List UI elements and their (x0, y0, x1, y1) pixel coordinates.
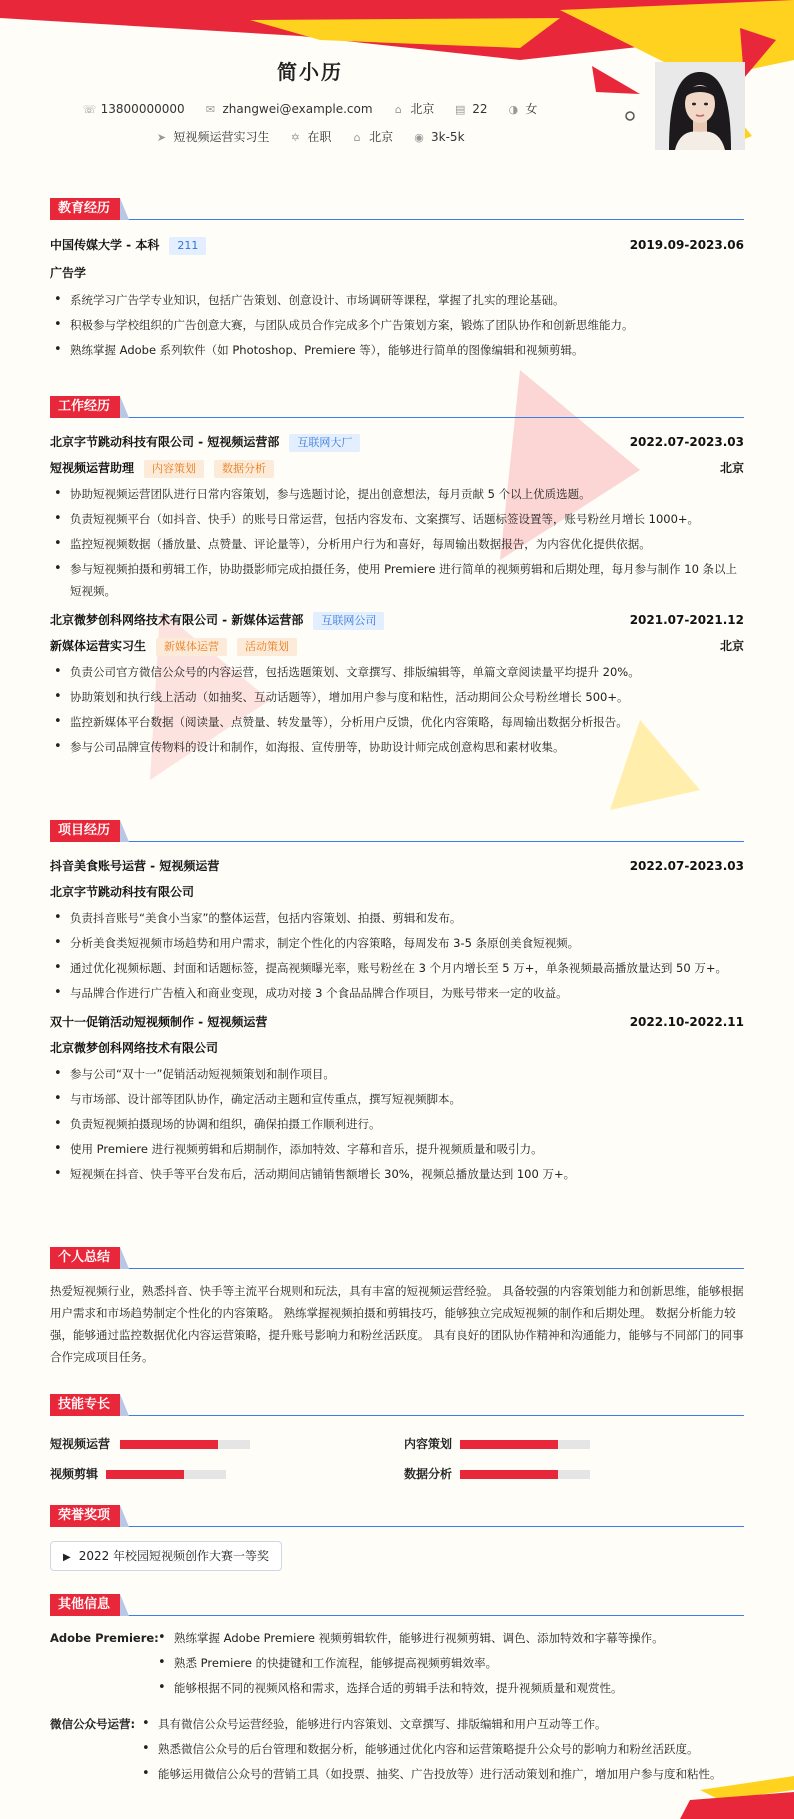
projects-header (50, 820, 744, 842)
project-entry (50, 856, 744, 1004)
list-item: • 能够运用微信公众号的营销工具（如投票、抽奖、广告投放等）进行活动策划和推广，增加用户参与度和粘性。 (138, 1763, 744, 1785)
target-position-item: ➤ 短视频运营实习生 (156, 130, 270, 144)
list-item: • 分析美食类短视频市场趋势和用户需求，制定个性化的内容策略，每周发布 3-5 条原创美食短视频。 (50, 932, 744, 954)
skill-bar-fill (120, 1440, 218, 1449)
job-company-row (50, 610, 744, 630)
education-date: 2019.09-2023.06 (629, 238, 744, 252)
list-item: • 系统学习广告学专业知识，包括广告策划、创意设计、市场调研等课程，掌握了扎实的理论基础。 (50, 289, 744, 311)
project-company-row (50, 1038, 744, 1058)
role-tag: 新媒体运营 (156, 638, 227, 656)
skill-bar (460, 1440, 590, 1449)
send-icon: ➤ (156, 131, 167, 144)
skill-item (50, 1465, 98, 1482)
job-entry (50, 432, 744, 602)
work-header (50, 396, 744, 418)
skill-name: 数据分析 (404, 1467, 453, 1481)
job-bullets (50, 661, 744, 758)
summary-header (50, 1247, 744, 1269)
skill-name: 视频剪辑 (50, 1467, 99, 1481)
other-group-bullets (138, 1713, 744, 1788)
list-item: • 参与公司“双十一”促销活动短视频策划和制作项目。 (50, 1063, 744, 1085)
other-group (50, 1713, 744, 1813)
list-item: • 负责短视频平台（如抖音、快手）的账号日常运营，包括内容发布、文案撰写、话题标签设置等，账号粉丝月增长 1000+。 (50, 508, 744, 530)
list-item: • 负责短视频拍摄现场的协调和组织，确保拍摄工作顺利进行。 (50, 1113, 744, 1135)
age-icon: ▤ (455, 103, 466, 116)
gender-icon: ◑ (508, 103, 519, 116)
school-name: 中国传媒大学 - 本科 (50, 238, 160, 252)
gender-item: ◑ 女 (508, 102, 538, 116)
other-group-label: 微信公众号运营: (50, 1717, 136, 1731)
intent-row (0, 128, 620, 145)
list-item: • 与品牌合作进行广告植入和商业变现，成功对接 3 个食品品牌合作项目，为账号带来一定的收益。 (50, 982, 744, 1004)
skill-item (404, 1435, 452, 1452)
job-role: 新媒体运营实习生 (50, 639, 147, 653)
list-item: • 负责公司官方微信公众号的内容运营，包括选题策划、文章撰写、排版编辑等，单篇文章阅读量平均提升 20%。 (50, 661, 744, 683)
list-item: • 熟悉微信公众号的后台管理和数据分析，能够通过优化内容和运营策略提升公众号的影响力和粉丝活跃度。 (138, 1738, 744, 1760)
job-role-row (50, 636, 744, 656)
list-item: • 通过优化视频标题、封面和话题标签，提高视频曝光率，账号粉丝在 3 个月内增长至 5 万+，单条视频最高播放量达到 50 万+。 (50, 957, 744, 979)
other-group-bullets (154, 1627, 744, 1702)
phone-icon: ☏ (82, 103, 97, 116)
contact-row (0, 100, 620, 117)
role-tag: 数据分析 (214, 460, 274, 478)
skill-bar (120, 1440, 250, 1449)
list-item: • 熟悉 Premiere 的快捷键和工作流程，能够提高视频剪辑效率。 (154, 1652, 744, 1674)
job-role-row (50, 458, 744, 478)
project-name: 抖音美食账号运营 - 短视频运营 (50, 859, 220, 873)
education-header (50, 198, 744, 220)
job-bullets (50, 483, 744, 602)
other-section (50, 1594, 744, 1813)
skill-bar-fill (460, 1470, 558, 1479)
list-item: • 能够根据不同的视频风格和需求，选择合适的剪辑手法和特效，提升视频质量和观赏性。 (154, 1677, 744, 1699)
education-bullets (50, 289, 744, 361)
project-name: 双十一促销活动短视频制作 - 短视频运营 (50, 1015, 268, 1029)
company-tag: 互联网公司 (313, 612, 384, 630)
skill-item (50, 1435, 110, 1452)
project-company: 北京微梦创科网络技术有限公司 (50, 1041, 219, 1055)
project-name-row (50, 856, 744, 876)
school-tag: 211 (169, 237, 206, 255)
awards-section (50, 1505, 744, 1571)
company-name: 北京字节跳动科技有限公司 - 短视频运营部 (50, 435, 280, 449)
list-item: • 具有微信公众号运营经验，能够进行内容策划、文章撰写、排版编辑和用户互动等工作。 (138, 1713, 744, 1735)
award-item[interactable] (50, 1541, 282, 1571)
work-section (50, 396, 744, 761)
list-item: • 负责抖音账号“美食小当家”的整体运营，包括内容策划、拍摄、剪辑和发布。 (50, 907, 744, 929)
job-date: 2021.07-2021.12 (629, 613, 744, 627)
list-item: • 积极参与学校组织的广告创意大赛，与团队成员合作完成多个广告策划方案，锻炼了团队协作和创新思维能力。 (50, 314, 744, 336)
section-title: 个人总结 (50, 1247, 120, 1269)
job-city: 北京 (719, 461, 744, 475)
list-item: • 使用 Premiere 进行视频剪辑和后期制作，添加特效、字幕和音乐，提升视频质量和吸引力。 (50, 1138, 744, 1160)
project-company-row (50, 882, 744, 902)
job-entry (50, 610, 744, 758)
job-city: 北京 (719, 639, 744, 653)
summary-text: 热爱短视频行业，熟悉抖音、快手等主流平台规则和玩法，具有丰富的短视频运营经验。 具备较强的内容策划能力和创新思维，能够根据用户需求和市场趋势制定个性化的内容策略。 熟练掌握视频拍摄和剪辑技巧，能够独立完成短视频的制作和后期处理。 数据分析能力较强，能够通过监控数据优化内容运营策略，提升账号影响力和粉丝活跃度。 具有良好的团队协作精神和沟通能力，能够与不同部门的同事合作完成项目任务。 (50, 1284, 744, 1364)
job-date: 2022.07-2023.03 (629, 435, 744, 449)
resume-header (0, 0, 794, 170)
role-tag: 活动策划 (237, 638, 297, 656)
job-role: 短视频运营助理 (50, 461, 135, 475)
company-name: 北京微梦创科网络技术有限公司 - 新媒体运营部 (50, 613, 304, 627)
location-icon: ⌂ (353, 131, 361, 144)
list-item: • 参与公司品牌宣传物料的设计和制作，如海报、宣传册等，协助设计师完成创意构思和素材收集。 (50, 736, 744, 758)
portrait-image (655, 62, 745, 150)
skill-bar (460, 1470, 590, 1479)
skill-bar-fill (460, 1440, 558, 1449)
project-date: 2022.10-2022.11 (629, 1015, 744, 1029)
section-title: 工作经历 (50, 396, 120, 418)
awards-header (50, 1505, 744, 1527)
project-bullets (50, 907, 744, 1004)
project-entry (50, 1012, 744, 1185)
list-item: • 熟练掌握 Adobe Premiere 视频剪辑软件，能够进行视频剪辑、调色、添加特效和字幕等操作。 (154, 1627, 744, 1649)
profile-photo (655, 62, 745, 150)
other-header (50, 1594, 744, 1616)
skills-header (50, 1394, 744, 1416)
list-item: • 与市场部、设计部等团队协作，确定活动主题和宣传重点，撰写短视频脚本。 (50, 1088, 744, 1110)
email-item: ✉ zhangwei@example.com (205, 102, 373, 116)
company-tag: 互联网大厂 (289, 434, 360, 452)
project-company: 北京字节跳动科技有限公司 (50, 885, 195, 899)
section-title: 项目经历 (50, 820, 120, 842)
list-item: • 监控短视频数据（播放量、点赞量、评论量等），分析用户行为和喜好，每周输出数据报告，为内容优化提供依据。 (50, 533, 744, 555)
award-text: 2022 年校园短视频创作大赛一等奖 (78, 1549, 270, 1563)
skill-bar-fill (106, 1470, 184, 1479)
home-icon: ⌂ (394, 103, 402, 116)
major: 广告学 (50, 266, 87, 280)
other-group (50, 1627, 744, 1711)
project-bullets (50, 1063, 744, 1185)
phone-item: ☏ 13800000000 (82, 102, 185, 116)
project-name-row (50, 1012, 744, 1032)
list-item: • 协助策划和执行线上活动（如抽奖、互动话题等），增加用户参与度和粘性，活动期间公众号粉丝增长 500+。 (50, 686, 744, 708)
education-row (50, 235, 744, 255)
home-item: ⌂ 北京 (392, 100, 434, 117)
list-item: • 短视频在抖音、快手等平台发布后，活动期间店铺销售额增长 30%，视频总播放量达到 100 万+。 (50, 1163, 744, 1185)
target-city-item: ⌂ 北京 (351, 128, 393, 145)
job-status-item: ✡ 在职 (290, 130, 332, 144)
salary-icon: ◉ (414, 131, 424, 144)
status-icon: ✡ (290, 131, 300, 144)
skill-bar (106, 1470, 226, 1479)
triangle-right-icon: ▶ (63, 1552, 71, 1563)
job-company-row (50, 432, 744, 452)
other-group-label: Adobe Premiere: (50, 1631, 159, 1645)
section-title: 其他信息 (50, 1594, 120, 1616)
role-tag: 内容策划 (144, 460, 204, 478)
list-item: • 协助短视频运营团队进行日常内容策划，参与选题讨论，提出创意想法，每月贡献 5 个以上优质选题。 (50, 483, 744, 505)
candidate-name: 简小历 (277, 60, 343, 84)
projects-section (50, 820, 744, 1188)
summary-section (50, 1247, 744, 1368)
skill-item (404, 1465, 452, 1482)
salary-item: ◉ 3k-5k (414, 130, 465, 144)
list-item: • 熟练掌握 Adobe 系列软件（如 Photoshop、Premiere 等），能够进行简单的图像编辑和视频剪辑。 (50, 339, 744, 361)
project-date: 2022.07-2023.03 (629, 859, 744, 873)
major-row (50, 263, 744, 283)
list-item: • 参与短视频拍摄和剪辑工作，协助摄影师完成拍摄任务，使用 Premiere 进行简单的视频剪辑和后期处理，每月参与制作 10 条以上短视频。 (50, 558, 744, 602)
section-title: 教育经历 (50, 198, 120, 220)
mail-icon: ✉ (205, 103, 216, 116)
section-title: 荣誉奖项 (50, 1505, 120, 1527)
education-section (50, 198, 744, 364)
skill-name: 短视频运营 (50, 1437, 111, 1451)
skills-section (50, 1394, 744, 1484)
section-title: 技能专长 (50, 1394, 120, 1416)
skill-name: 内容策划 (404, 1437, 453, 1451)
list-item: • 监控新媒体平台数据（阅读量、点赞量、转发量等），分析用户反馈，优化内容策略，每周输出数据分析报告。 (50, 711, 744, 733)
age-item: ▤ 22 (455, 102, 488, 116)
